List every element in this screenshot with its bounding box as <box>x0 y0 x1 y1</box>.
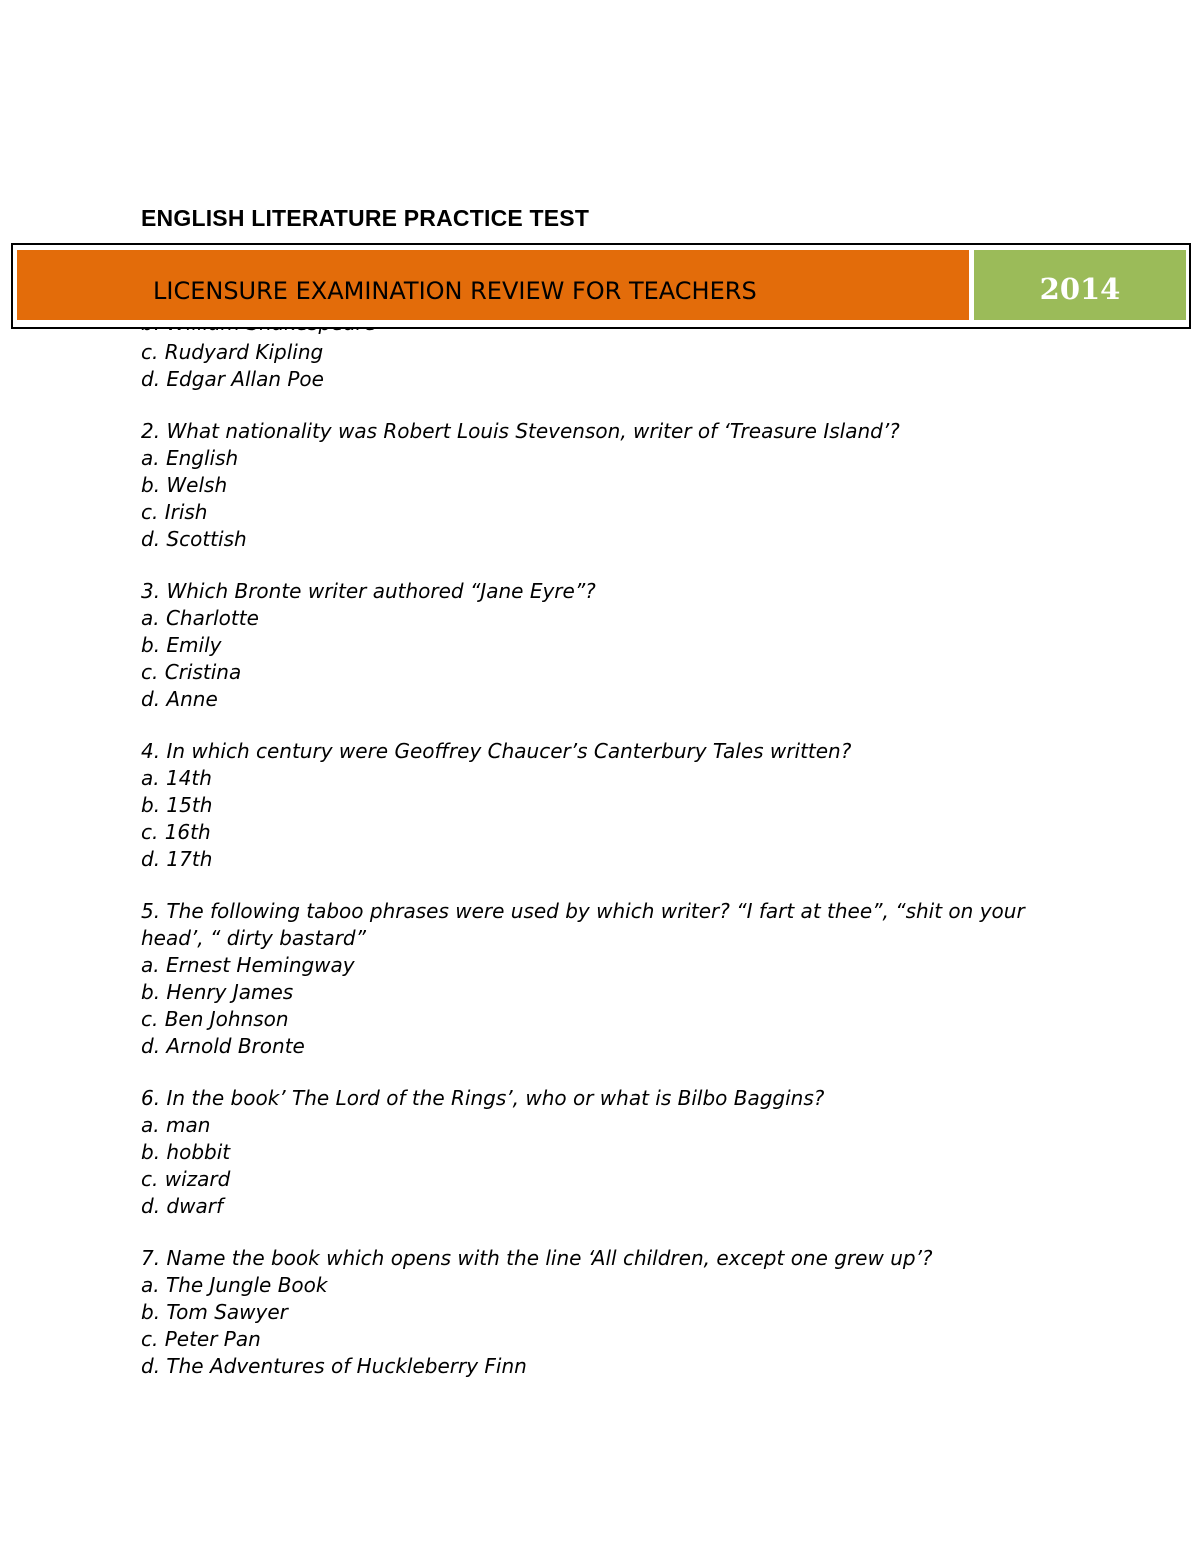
option-b: b. hobbit <box>141 1140 231 1164</box>
document-title: ENGLISH LITERATURE PRACTICE TEST <box>141 205 590 231</box>
option-c: c. Irish <box>141 500 208 524</box>
banner-title-cell <box>17 250 969 320</box>
option-b: b. Welsh <box>141 473 228 497</box>
question-1-option-c: c. Rudyard Kipling <box>141 340 324 364</box>
banner-year-cell <box>974 250 1186 320</box>
question-text: 3. Which Bronte writer authored “Jane Eyre”? <box>141 579 596 603</box>
option-d: d. dwarf <box>141 1194 223 1218</box>
question-text: 5. The following taboo phrases were used by which writer? “I fart at thee”, “shit on your head’, “ dirty bastard” <box>141 899 1025 950</box>
option-d: d. The Adventures of Huckleberry Finn <box>141 1354 527 1378</box>
question-list <box>141 339 1081 1380</box>
question-text: 4. In which century were Geoffrey Chaucer’s Canterbury Tales written? <box>141 739 852 763</box>
option-a: a. 14th <box>141 766 212 790</box>
question-6 <box>141 1085 1081 1220</box>
option-a: a. The Jungle Book <box>141 1273 328 1297</box>
option-d: d. Anne <box>141 687 218 711</box>
option-c: c. Peter Pan <box>141 1327 261 1351</box>
question-3 <box>141 578 1081 713</box>
question-4 <box>141 738 1081 873</box>
question-2 <box>141 418 1081 553</box>
question-5 <box>141 898 1081 1060</box>
option-c: c. 16th <box>141 820 211 844</box>
option-a: a. Ernest Hemingway <box>141 953 355 977</box>
option-b: b. Emily <box>141 633 222 657</box>
question-7 <box>141 1245 1081 1380</box>
header-banner <box>11 243 1191 329</box>
question-text: 2. What nationality was Robert Louis Stevenson, writer of ‘Treasure Island’? <box>141 419 900 443</box>
option-c: c. Ben Johnson <box>141 1007 289 1031</box>
option-d: d. Arnold Bronte <box>141 1034 305 1058</box>
option-d: d. Scottish <box>141 527 247 551</box>
option-a: a. man <box>141 1113 211 1137</box>
banner-title: LICENSURE EXAMINATION REVIEW FOR TEACHERS <box>153 277 757 305</box>
option-d: d. 17th <box>141 847 213 871</box>
option-c: c. wizard <box>141 1167 231 1191</box>
banner-year: 2014 <box>1039 272 1121 306</box>
option-a: a. English <box>141 446 239 470</box>
option-a: a. Charlotte <box>141 606 259 630</box>
option-b: b. 15th <box>141 793 213 817</box>
option-b: b. Henry James <box>141 980 294 1004</box>
question-1-option-d: d. Edgar Allan Poe <box>141 367 324 391</box>
option-c: c. Cristina <box>141 660 242 684</box>
question-text: 6. In the book’ The Lord of the Rings’, who or what is Bilbo Baggins? <box>141 1086 825 1110</box>
question-text: 7. Name the book which opens with the line ‘All children, except one grew up’? <box>141 1246 933 1270</box>
option-b: b. Tom Sawyer <box>141 1300 288 1324</box>
